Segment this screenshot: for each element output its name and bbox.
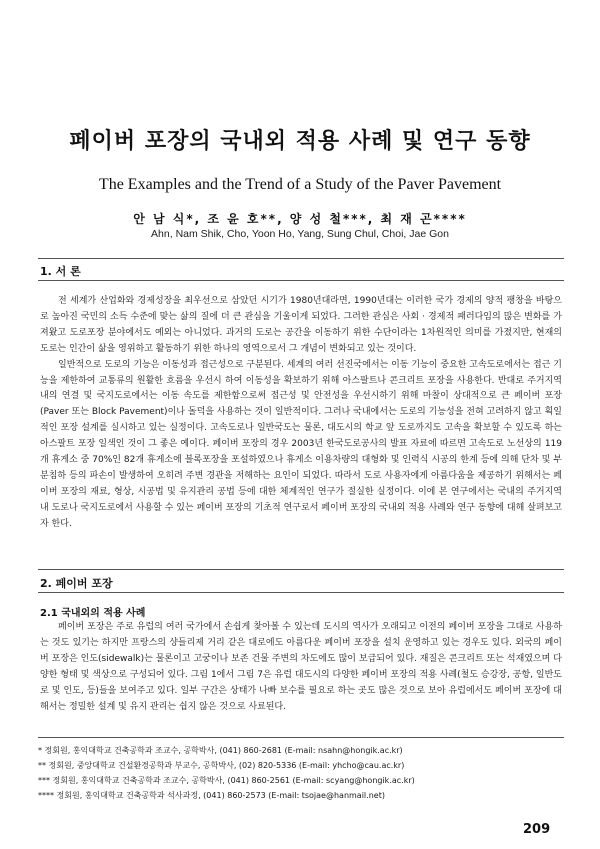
footnote-divider — [38, 737, 564, 738]
introduction-body — [40, 294, 562, 533]
section-heading-paver-pavement: 2. 페이버 포장 — [40, 577, 113, 590]
footnote: ** 정회원, 중앙대학교 건설환경공학과 부교수, 공학박사, (02) 820-5336 (E-mail: yhcho@cau.ac.kr) — [38, 761, 405, 770]
footnote: *** 정회원, 홍익대학교 건축공학과 조교수, 공학박사, (041) 860-2561 (E-mail: scyang@hongik.ac.kr) — [38, 776, 415, 785]
paragraph: 전 세계가 산업화와 경제성장을 최우선으로 삼았던 시기가 1980년대라면, 1990년대는 이러한 국가 경제의 양적 팽창을 바탕으로 높아진 국민의 소득 수준에 맞는 삶의 질에 더 큰 관심을 기울이게 되었다. 그러한 관심은 사회 · 경제적 패러다임의 많은 변화를 가져왔고 도로포장 분야에서도 예외는 아니었다. 과거의 도로는 공간을 이동하기 위한 수단이라는 1차원적인 의미를 가졌지만, 현재의 도로는 인간이 삶을 영위하고 활동하기 위한 하나의 영역으로서 그 개념이 변화되고 있는 것이다. — [40, 296, 562, 354]
paragraph: 일반적으로 도로의 기능은 이동성과 접근성으로 구분된다. 세계의 여러 선진국에서는 이동 기능이 중요한 고속도로에서는 접근 기능을 제한하여 교통류의 원활한 흐름을 우선시 하여 이동성을 확보하기 위해 아스팔트나 콘크리트 포장을 사용한다. 반대로 주거지역 내의 연결 및 국지도로에서는 이동 속도를 제한함으로써 접근성 및 안전성을 우선시하기 위해 마찰이 상대적으로 큰 페이버 포장(Paver 또는 Block Pavement)이나 돌덕을 사용하는 것이 일반적이다. 그러나 국내에서는 도로의 기능성을 전혀 고려하지 않고 획일적인 포장 설계를 실시하고 있는 실정이다. 고속도로나 일반국도는 물론, 대도시의 학교 앞 도로까지도 고속을 확보할 수 있도록 하는 아스팔트 포장 일색인 것이 그 좋은 예이다. 페이버 포장의 경우 2003년 한국도로공사의 발표 자료에 따르면 고속도로 노선상의 119개 휴게소 중 70%인 82개 휴게소에 블록포장을 포설하였으나 휴게소 이용차량의 대형화 및 인력식 시공의 한계 등에 의해 단차 및 부분침하 등의 파손이 발생하여 오히려 주변 경관을 저해하는 요인이 되었다. 따라서 도로 사용자에게 아름다움을 제공하기 위해서는 페이버 포장의 재료, 형상, 시공법 및 유지관리 공법 등에 대한 체계적인 연구가 절실한 실정이다. 이에 본 연구에서는 국내의 주거지역 내 도로나 국지도로에서 사용할 수 있는 페이버 포장의 기초적 연구로서 페이버 포장의 국내외 적용 사례와 연구 동향에 대해 살펴보고자 한다. — [40, 359, 562, 529]
subsection-heading-cases: 2.1 국내외의 적용 사례 — [40, 608, 146, 619]
footnote: * 정회원, 홍익대학교 건축공학과 조교수, 공학박사, (041) 860-2681 (E-mail: nsahn@hongik.ac.kr) — [38, 746, 403, 755]
footnote: **** 정회원, 홍익대학교 건축공학과 석사과정, (041) 860-2573 (E-mail: tsojae@hanmail.net) — [38, 791, 385, 800]
section-divider — [38, 569, 564, 570]
author-list-english: Ahn, Nam Shik, Cho, Yoon Ho, Yang, Sung Chul, Choi, Jae Gon — [151, 228, 449, 240]
paper-title-english: The Examples and the Trend of a Study of the Paver Pavement — [98, 176, 502, 193]
section-heading-introduction: 1. 서 론 — [40, 265, 81, 278]
section-divider — [38, 258, 564, 259]
page-number: 209 — [523, 822, 551, 837]
subsection-body — [40, 620, 562, 715]
author-list-korean: 안 남 식*, 조 윤 호**, 양 성 철***, 최 재 곤**** — [133, 212, 467, 226]
paragraph: 페이버 포장은 주로 유럽의 여러 국가에서 손쉽게 찾아볼 수 있는데 도시의 역사가 오래되고 이전의 페이버 포장을 그대로 사용하는 것도 있기는 하지만 프랑스의 샹들리제 거리 같은 대로에도 아름다운 페이버 포장을 설치 운영하고 있는 경우도 있다. 외국의 페이버 포장은 인도(sidewalk)는 물론이고 고궁이나 보존 건물 주변의 차도에도 많이 보급되어 있다. 재질은 콘크리트 또는 석재였으며 다양한 형태 및 색상으로 구성되어 있다. 그림 1에서 그림 7은 유럽 대도시의 다양한 페이버 포장의 적용 사례(철도 승강장, 공항, 일반도로 및 인도, 등)들을 보여주고 있다. 일부 구간은 상태가 나빠 보수를 필요로 하는 곳도 많은 것으로 보아 유럽에서도 페이버 포장에 대해서는 정밀한 설계 및 유지 관리는 쉽지 않은 것으로 사료된다. — [40, 622, 562, 712]
author-footnotes — [38, 743, 568, 803]
section-divider — [38, 592, 564, 593]
section-divider — [38, 280, 564, 281]
paper-title-korean: 페이버 포장의 국내외 적용 사례 및 연구 동향 — [69, 129, 531, 154]
